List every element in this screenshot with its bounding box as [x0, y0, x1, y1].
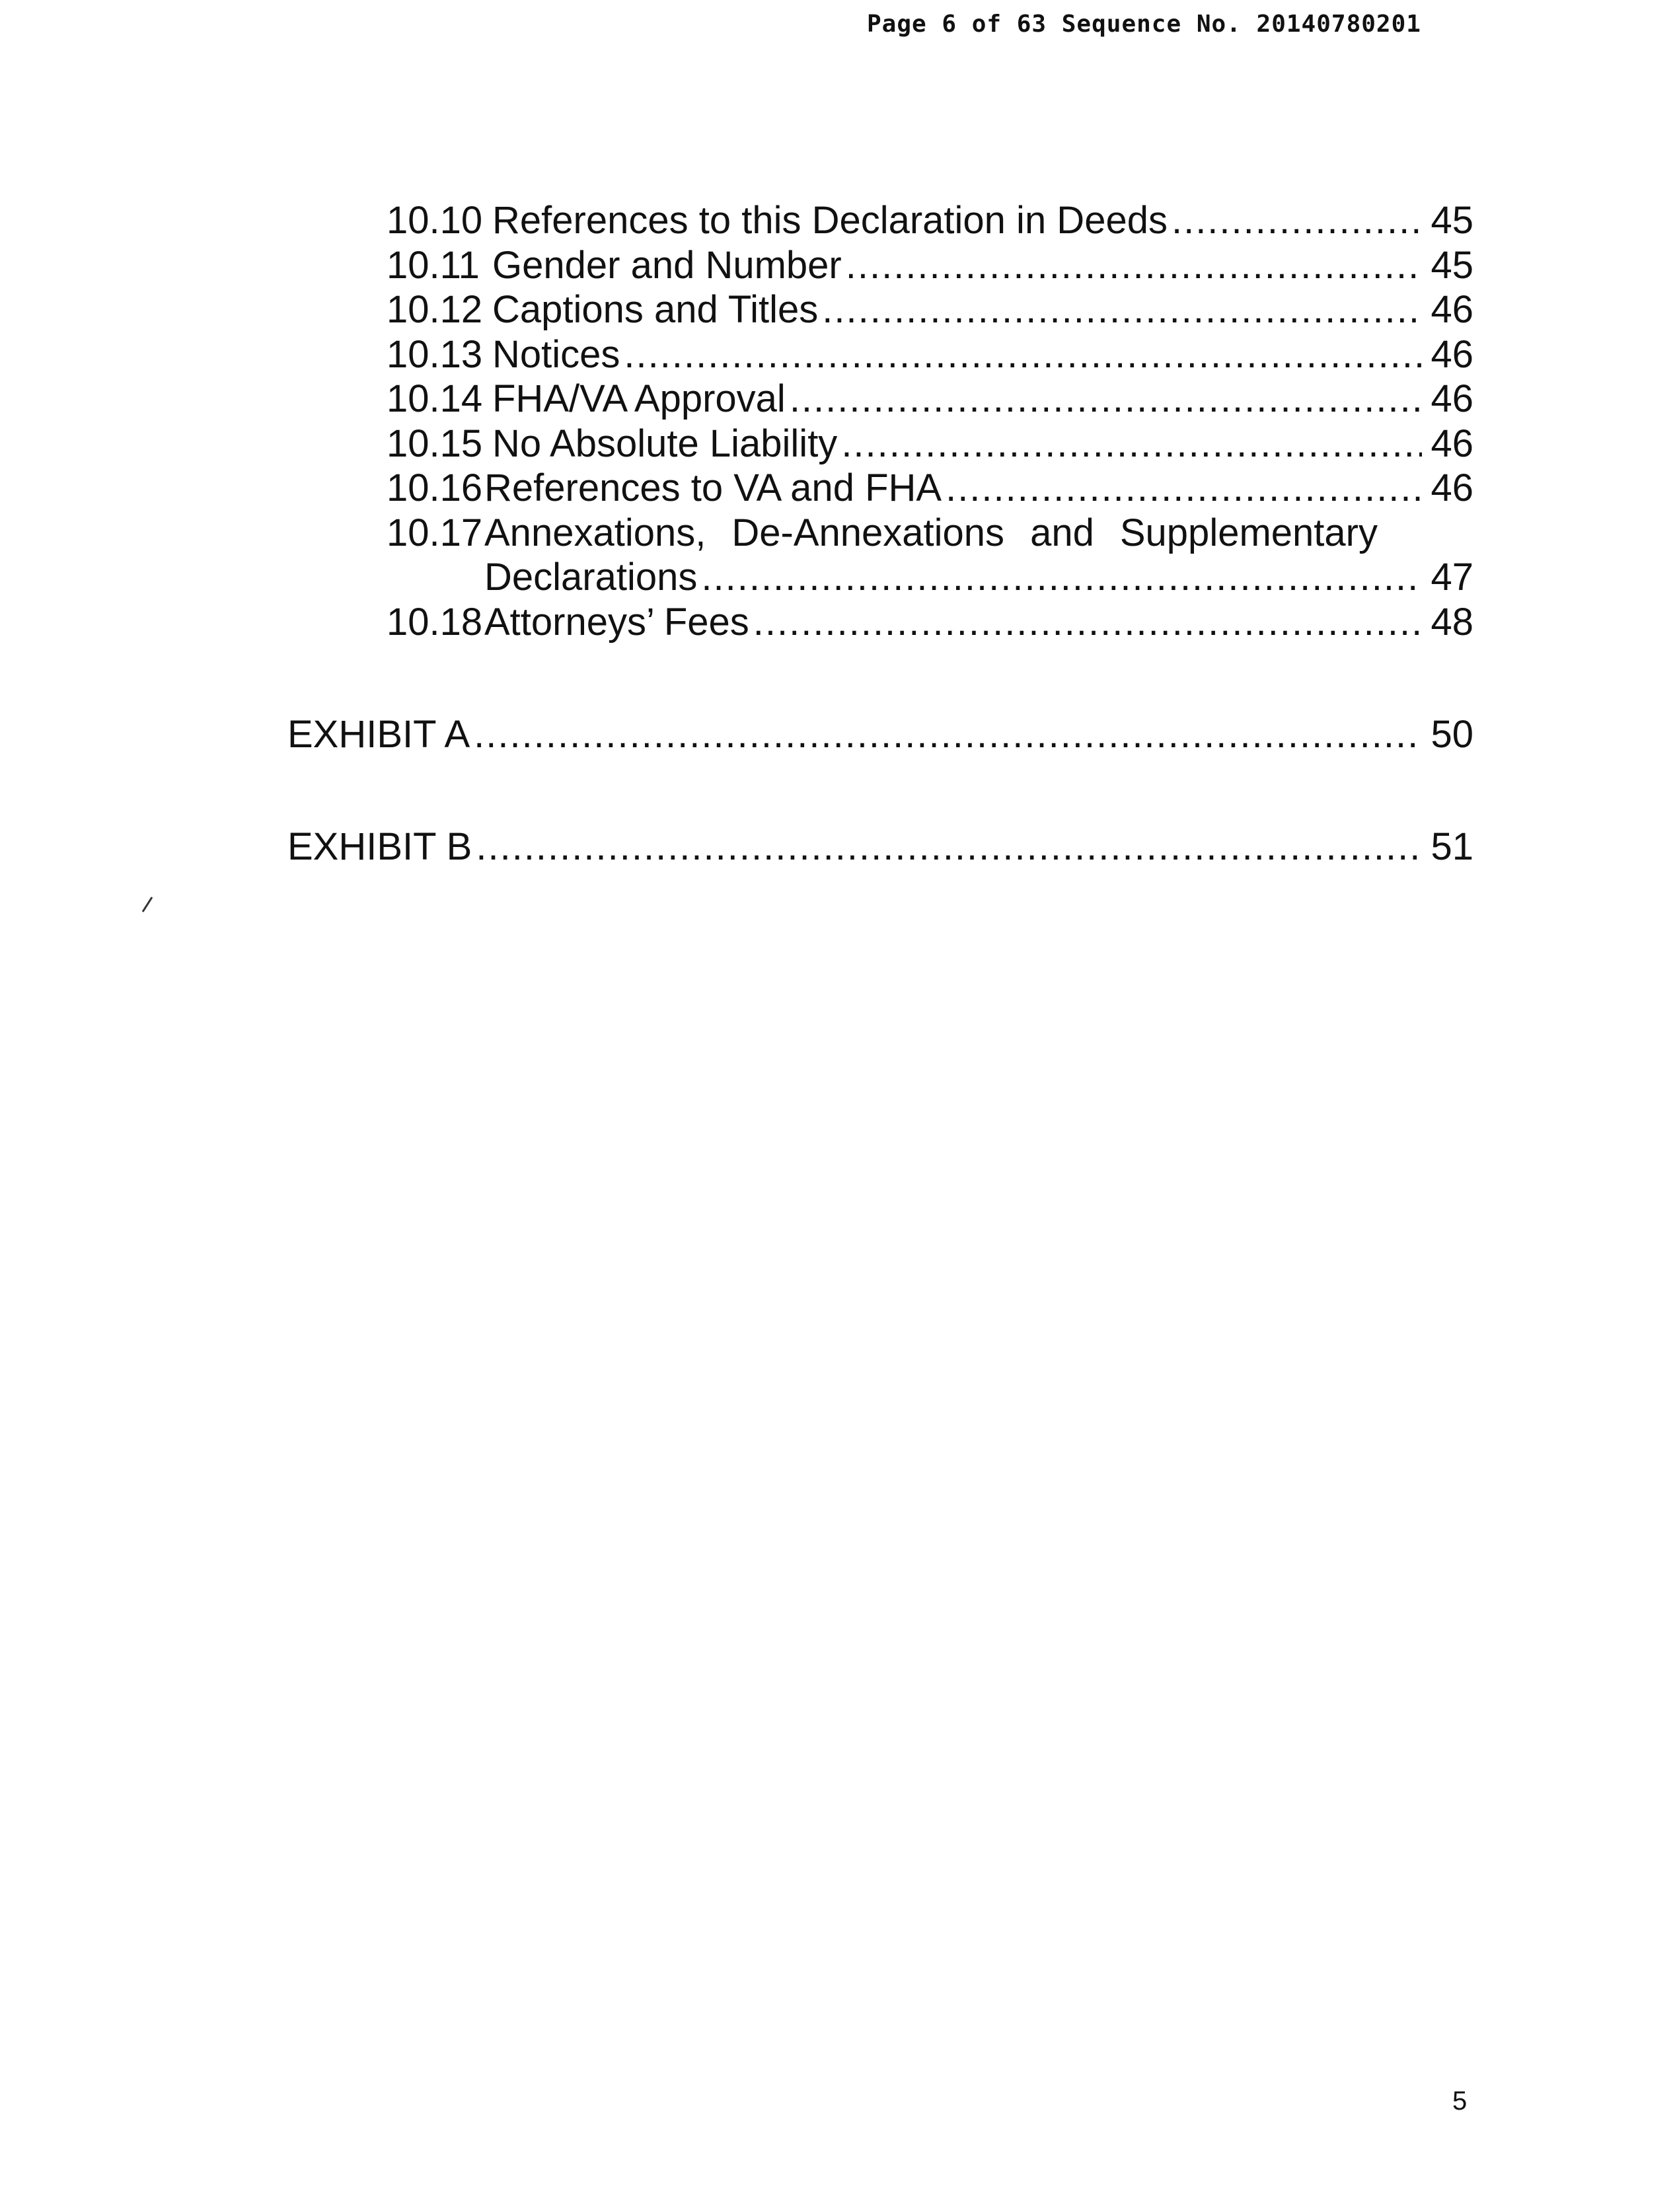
toc-entry	[387, 332, 1473, 377]
toc-entry-title: Attorneys’ Fees	[484, 601, 749, 644]
toc-entry-number: 10.12	[387, 288, 483, 331]
toc-entry-page: 46	[1431, 377, 1473, 420]
toc-exhibit-page: 50	[1431, 713, 1473, 756]
toc-entry-number: 10.13	[387, 333, 483, 376]
toc-entry-number: 10.17	[387, 511, 483, 554]
toc-entry-number: 10.18	[387, 601, 483, 644]
toc-entry-title: Gender and Number	[492, 244, 842, 287]
toc-entry-multiline	[387, 511, 1378, 556]
toc-dot-leader	[476, 825, 1422, 869]
toc-entry-page: 46	[1431, 466, 1473, 509]
toc-entry-title: FHA/VA Approval	[492, 377, 786, 420]
toc-entry	[387, 377, 1473, 422]
toc-dot-leader	[846, 243, 1422, 288]
toc-entry-number: 10.10	[387, 199, 483, 242]
toc-entry	[387, 287, 1473, 332]
toc-entry-continuation	[484, 555, 1473, 600]
toc-exhibit	[287, 712, 1473, 757]
toc-dot-leader	[841, 422, 1422, 466]
toc-entry-page: 45	[1431, 199, 1473, 242]
toc-entry-page: 46	[1431, 422, 1473, 465]
toc-entry-title-word: De-Annexations	[731, 511, 1005, 554]
toc-exhibit-page: 51	[1431, 825, 1473, 868]
toc-entry-number: 10.16	[387, 466, 483, 509]
toc-entry-title: References to this Declaration in Deeds	[492, 199, 1168, 242]
page-header: Page 6 of 63 Sequence No. 20140780201	[867, 11, 1421, 38]
toc-entry-title-line1	[484, 511, 1378, 556]
toc-entry-title-line2: Declarations	[484, 556, 698, 599]
toc-entry-title: References to VA and FHA	[484, 466, 942, 509]
toc-entry-page: 46	[1431, 288, 1473, 331]
toc-entry-page: 47	[1431, 556, 1473, 599]
toc-dot-leader	[701, 555, 1422, 600]
toc-dot-leader	[753, 600, 1422, 645]
toc-entry-page: 45	[1431, 244, 1473, 287]
toc-entry-title-word: and	[1030, 511, 1094, 554]
toc-entry-title: Notices	[492, 333, 620, 376]
toc-dot-leader	[822, 287, 1422, 332]
toc-entry-title-word: Annexations,	[484, 511, 706, 554]
toc-exhibit	[287, 825, 1473, 869]
toc-exhibit-title: EXHIBIT B	[287, 825, 472, 868]
scan-artifact-mark	[139, 895, 155, 914]
toc-dot-leader	[624, 332, 1422, 377]
toc-entry	[387, 466, 1473, 511]
toc-dot-leader	[474, 712, 1422, 757]
toc-entry-number: 10.14	[387, 377, 483, 420]
toc-entry	[387, 198, 1473, 243]
toc-entry-page: 46	[1431, 333, 1473, 376]
toc-entry-title: Captions and Titles	[492, 288, 819, 331]
toc-entry-number: 10.15	[387, 422, 483, 465]
toc-entry	[387, 600, 1473, 645]
footer-page-number: 5	[1452, 2086, 1468, 2116]
toc-entry	[387, 422, 1473, 466]
toc-dot-leader	[1172, 198, 1422, 243]
toc-dot-leader	[946, 466, 1422, 511]
toc-entry-number: 10.11	[387, 244, 480, 287]
toc-entry-title-word: Supplementary	[1119, 511, 1378, 554]
toc-dot-leader	[790, 377, 1422, 422]
toc-entry-title: No Absolute Liability	[492, 422, 838, 465]
toc-entry	[387, 243, 1473, 288]
toc-exhibit-title: EXHIBIT A	[287, 713, 470, 756]
toc-entry-page: 48	[1431, 601, 1473, 644]
